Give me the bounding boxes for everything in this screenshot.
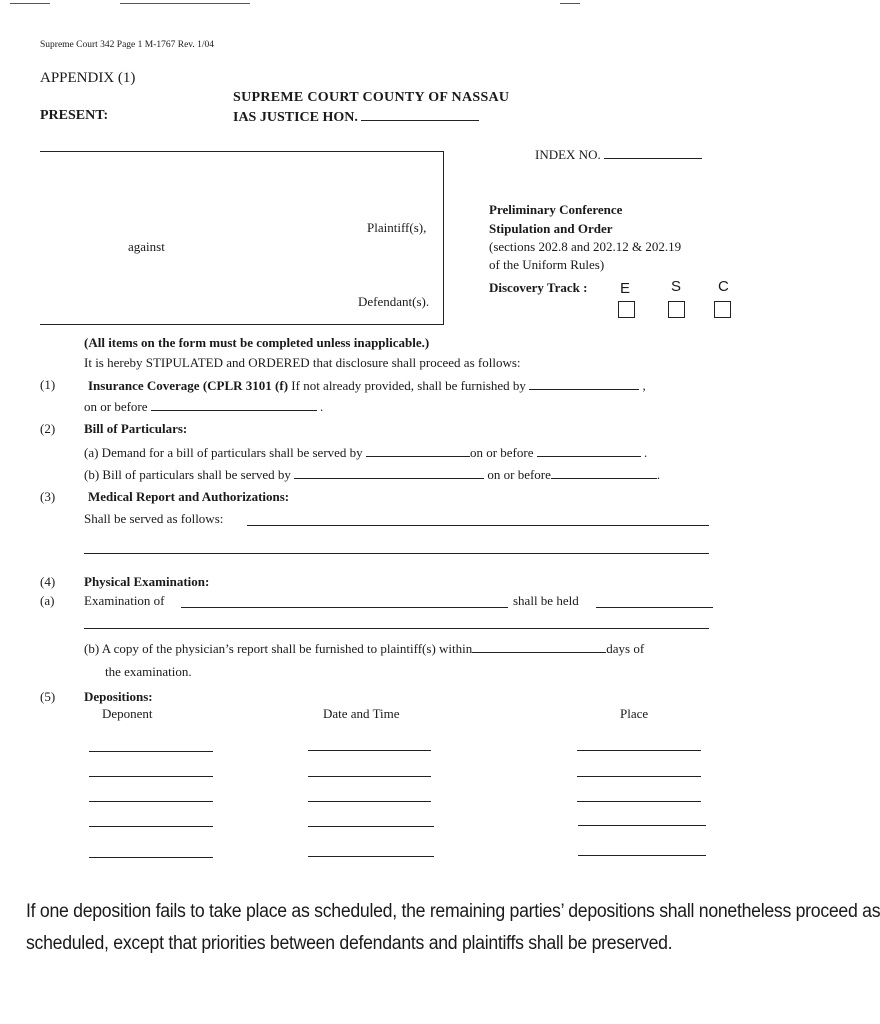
item-2a-text: (a) Demand for a bill of particulars shall be served by [84,445,363,460]
place-field-2[interactable] [577,776,701,777]
place-field-4[interactable] [578,825,706,826]
item-2b-line [84,466,660,483]
item-5-title: Depositions: [84,689,153,704]
justice-name-field[interactable] [361,108,479,121]
item-2b-on-or-before: on or before [487,467,551,482]
item-4a-text: Examination of [84,593,165,608]
datetime-field-2[interactable] [308,776,431,777]
present-label: PRESENT: [40,108,109,123]
place-field-1[interactable] [577,750,701,751]
index-number-field[interactable] [604,146,702,159]
track-s-checkbox[interactable] [668,301,685,318]
item-2b-text: (b) Bill of particulars shall be served by [84,467,291,482]
plaintiffs-label: Plaintiff(s), [367,220,427,235]
deponent-field-1[interactable] [89,751,213,752]
item-3-number: (3) [40,489,56,504]
defendants-label: Defendant(s). [358,294,430,309]
scan-mark [560,3,580,4]
deponent-field-3[interactable] [89,801,213,802]
deponent-field-4[interactable] [89,826,213,827]
item-5-number: (5) [40,689,56,704]
track-e-checkbox[interactable] [618,301,635,318]
item-1-line-2 [84,398,323,415]
examination-of-field[interactable] [181,607,508,608]
examination-date-field[interactable] [596,607,713,608]
item-3-text: Shall be served as follows: [84,511,224,526]
item-1-text: If not already provided, shall be furnished by [291,378,526,393]
item-1-line [88,377,646,394]
item-2-title: Bill of Particulars: [84,421,188,436]
place-field-3[interactable] [577,801,701,802]
medical-report-field-2[interactable] [84,553,709,554]
bp-date-field[interactable] [551,466,657,479]
insurance-furnished-by-field[interactable] [529,377,639,390]
track-c-checkbox[interactable] [714,301,731,318]
scan-mark [10,3,50,4]
scan-mark [120,3,250,4]
against-label: against [128,239,165,254]
item-1-number: (1) [40,377,56,392]
caption-right-rule [443,151,444,324]
caption-top-rule [40,151,444,152]
item-4-number: (4) [40,574,56,589]
item-4b-line-2: the examination. [105,664,192,679]
item-2a-on-or-before: on or before [469,445,534,460]
form-id: Supreme Court 342 Page 1 M-1767 Rev. 1/04 [40,40,215,50]
item-1-period: . [320,399,324,414]
index-line [535,146,702,163]
report-days-field[interactable] [472,640,606,653]
item-1-comma: , [642,378,646,393]
bp-demand-served-by-field[interactable] [366,444,470,457]
order-sections-2: of the Uniform Rules) [489,257,605,272]
index-label: INDEX NO. [535,147,601,162]
item-2b-period: . [656,467,661,482]
order-title-1: Preliminary Conference [489,202,623,217]
stipulation-text: It is hereby STIPULATED and ORDERED that disclosure shall proceed as follows: [84,355,521,370]
deposition-note-line-2: scheduled, except that priorities between defendants and plaintiffs shall be preserved. [26,933,673,954]
track-label-s: S [671,278,682,295]
court-title: SUPREME COURT COUNTY OF NASSAU [233,90,510,105]
form-instruction: (All items on the form must be completed unless inapplicable.) [84,335,430,350]
item-4b-text: (b) A copy of the physician’s report shall be furnished to plaintiff(s) within [84,641,473,656]
item-4b-line [84,640,644,657]
medical-report-field-1[interactable] [247,525,709,526]
justice-line [233,108,479,126]
item-4a-shall-be-held: shall be held [513,593,579,608]
col-place: Place [620,706,649,721]
item-2-number: (2) [40,421,56,436]
discovery-track-label: Discovery Track : [489,280,588,295]
caption-bottom-rule [40,324,444,325]
datetime-field-4[interactable] [308,826,434,827]
col-deponent: Deponent [102,706,153,721]
track-label-e: E [620,280,631,297]
deponent-field-5[interactable] [89,857,213,858]
col-date-time: Date and Time [323,706,400,721]
item-2a-period: . [643,445,648,460]
deposition-note-line-1: If one deposition fails to take place as scheduled, the remaining parties’ depositions shall nonetheless proceed as [26,901,880,922]
deponent-field-2[interactable] [89,776,213,777]
order-title-2: Stipulation and Order [489,221,613,236]
item-4a-number: (a) [40,593,55,608]
deposition-note [26,896,880,960]
place-field-5[interactable] [578,855,706,856]
item-3-title: Medical Report and Authorizations: [88,489,290,504]
track-label-c: C [718,278,729,295]
item-4b-days-of: days of [606,641,645,656]
item-4-title: Physical Examination: [84,574,210,589]
item-1-on-or-before: on or before [84,399,148,414]
appendix-label: APPENDIX (1) [40,70,136,86]
order-sections-1: (sections 202.8 and 202.12 & 202.19 [489,239,682,254]
examination-details-field[interactable] [84,628,709,629]
datetime-field-3[interactable] [308,801,431,802]
datetime-field-5[interactable] [308,856,434,857]
datetime-field-1[interactable] [308,750,431,751]
bp-served-by-field[interactable] [294,466,484,479]
justice-label: IAS JUSTICE HON. [233,110,358,125]
bp-demand-date-field[interactable] [537,444,641,457]
item-2a-line [84,444,647,461]
item-1-title: Insurance Coverage (CPLR 3101 (f) [88,378,289,393]
insurance-date-field[interactable] [151,398,317,411]
